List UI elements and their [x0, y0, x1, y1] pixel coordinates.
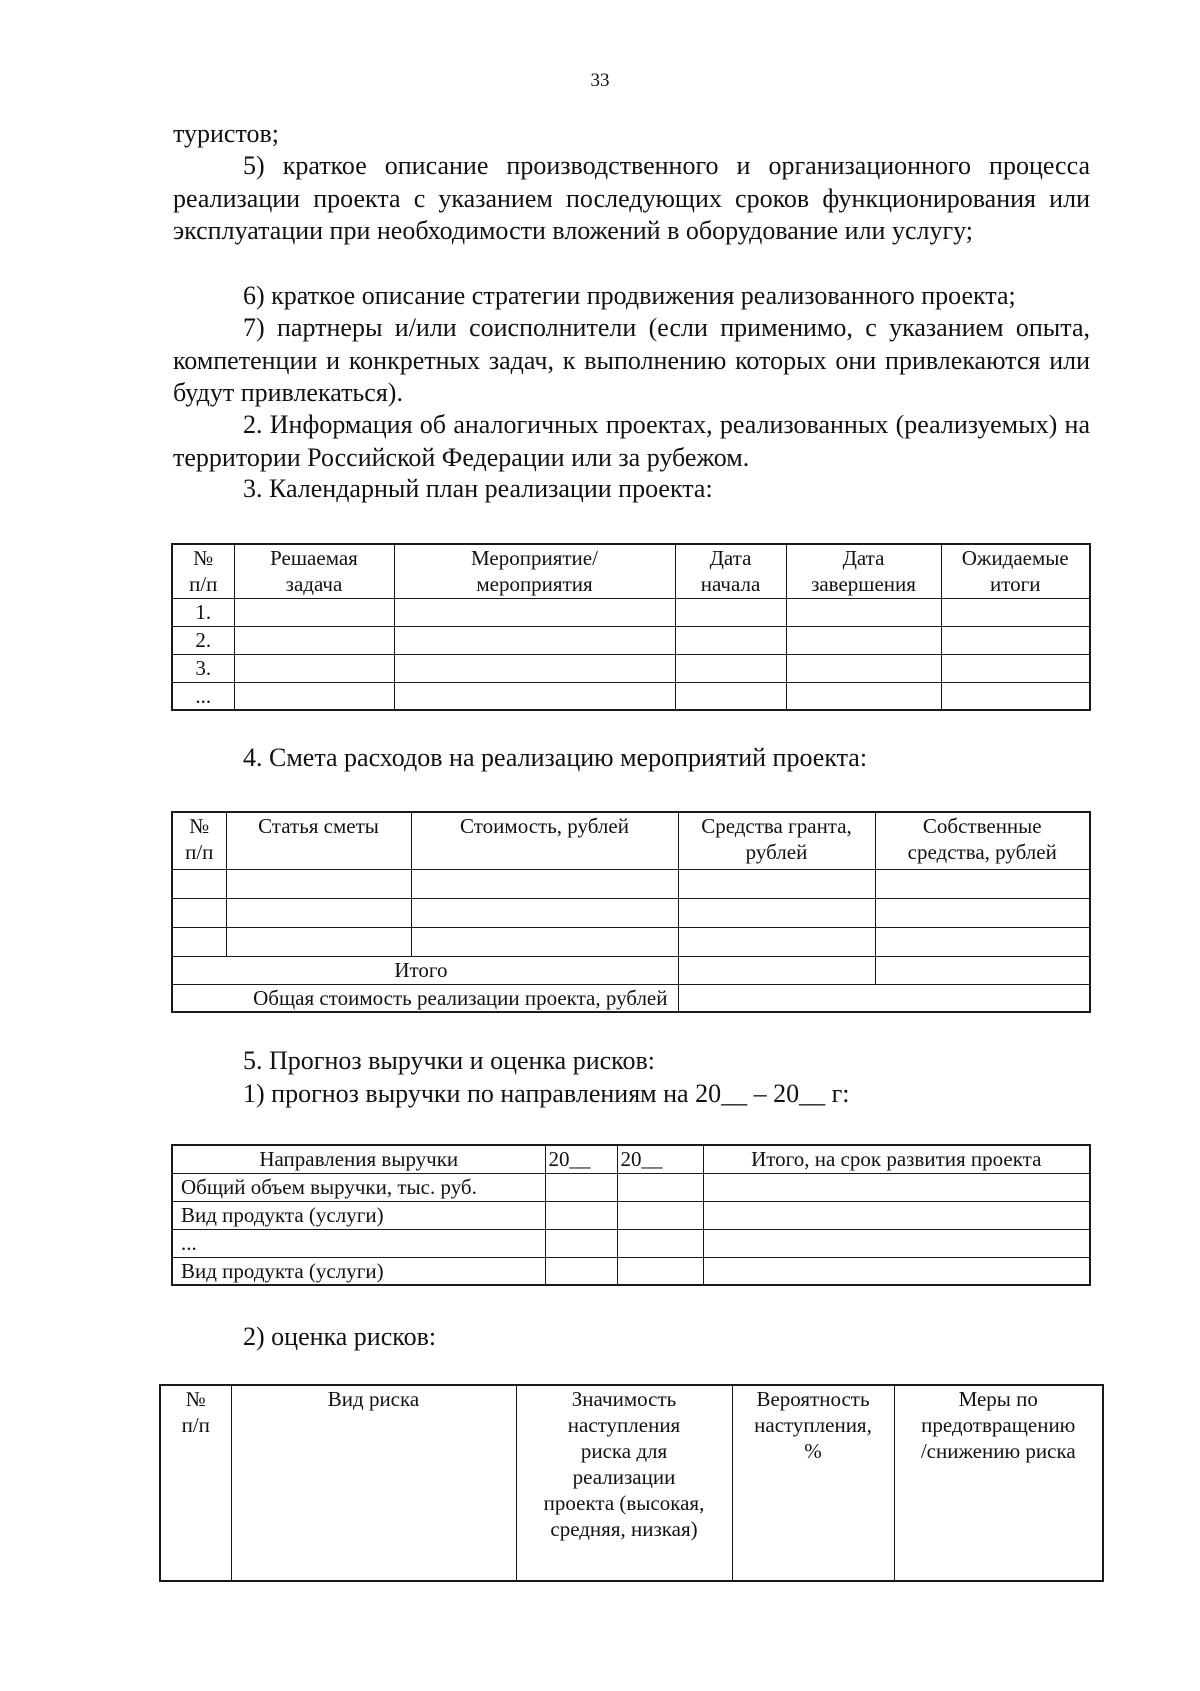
table-header-row [160, 1385, 1103, 1581]
revenue-label: ... [172, 1229, 545, 1257]
row-number: ... [172, 682, 234, 710]
header-cell: 20__ [617, 1145, 703, 1173]
header-cell: № п/п [172, 544, 234, 598]
revenue-label: Вид продукта (услуги) [172, 1257, 545, 1285]
risk-table [159, 1384, 1104, 1582]
paragraph-item-7: 7) партнеры и/или соисполнители (если применимо, с указанием опыта, компетенции и конкретных задач, к выполнению которых они привлекаются или будут привлекаться). [173, 313, 1090, 407]
heading-revenue-forecast: 1) прогноз выручки по направлениям на 20__ – 20__ г: [243, 1079, 850, 1108]
row-number: 3. [172, 654, 234, 682]
page-number: 33 [590, 70, 610, 91]
header-cell: 20__ [545, 1145, 617, 1173]
table-row [172, 1257, 1090, 1285]
header-cell: Решаемая задача [234, 544, 394, 598]
header-cell: № п/п [160, 1385, 231, 1581]
grand-total-label: Общая стоимость реализации проекта, рублей [172, 984, 678, 1012]
header-cell: Дата завершения [786, 544, 941, 598]
total-label: Итого [172, 956, 678, 984]
table-row [172, 626, 1090, 654]
heading-forecast: 5. Прогноз выручки и оценка рисков: [243, 1046, 655, 1075]
header-cell: Вероятность наступления, % [732, 1385, 894, 1581]
header-cell: Средства гранта, рублей [678, 812, 875, 869]
budget-table [171, 811, 1091, 1013]
table-row [172, 682, 1090, 710]
header-cell: Собственные средства, рублей [875, 812, 1090, 869]
heading-calendar-plan: 3. Календарный план реализации проекта: [243, 474, 713, 503]
paragraph-item-5: 5) краткое описание производственного и организационного процесса реализации проекта с указанием последующих сроков функционирования или эксплуатации при необходимости вложений в оборудование или услугу; [173, 151, 1090, 245]
calendar-plan-table [171, 543, 1091, 711]
paragraph-tourists: туристов; [173, 119, 279, 148]
table-header-row [172, 544, 1090, 598]
header-cell: Вид риска [231, 1385, 516, 1581]
header-cell: Значимость наступления риска для реализации проекта (высокая, средняя, низкая) [516, 1385, 732, 1581]
revenue-label: Общий объем выручки, тыс. руб. [172, 1173, 545, 1201]
header-cell: Дата начала [675, 544, 786, 598]
paragraph-analogues: 2. Информация об аналогичных проектах, реализованных (реализуемых) на территории Российской Федерации или за рубежом. [173, 410, 1090, 472]
revenue-label: Вид продукта (услуги) [172, 1201, 545, 1229]
grand-total-row [172, 984, 1090, 1012]
revenue-table [171, 1144, 1091, 1286]
table-row [172, 927, 1090, 956]
header-cell: Ожидаемые итоги [941, 544, 1090, 598]
table-header-row [172, 1145, 1090, 1173]
header-cell: Статья сметы [226, 812, 411, 869]
header-cell: Меры по предотвращению /снижению риска [894, 1385, 1103, 1581]
table-row [172, 654, 1090, 682]
header-cell: № п/п [172, 812, 226, 869]
heading-budget: 4. Смета расходов на реализацию мероприятий проекта: [243, 743, 868, 772]
table-row [172, 1201, 1090, 1229]
header-cell: Мероприятие/ мероприятия [394, 544, 675, 598]
table-row [172, 1229, 1090, 1257]
header-cell: Направления выручки [172, 1145, 545, 1173]
table-header-row [172, 812, 1090, 869]
table-row [172, 1173, 1090, 1201]
header-cell: Итого, на срок развития проекта [703, 1145, 1090, 1173]
row-number: 2. [172, 626, 234, 654]
paragraph-item-6: 6) краткое описание стратегии продвижения реализованного проекта; [243, 281, 1016, 310]
table-row [172, 598, 1090, 626]
header-cell: Стоимость, рублей [411, 812, 678, 869]
table-row [172, 869, 1090, 898]
row-number: 1. [172, 598, 234, 626]
table-row [172, 898, 1090, 927]
heading-risk-assessment: 2) оценка рисков: [243, 1322, 437, 1351]
total-row [172, 956, 1090, 984]
